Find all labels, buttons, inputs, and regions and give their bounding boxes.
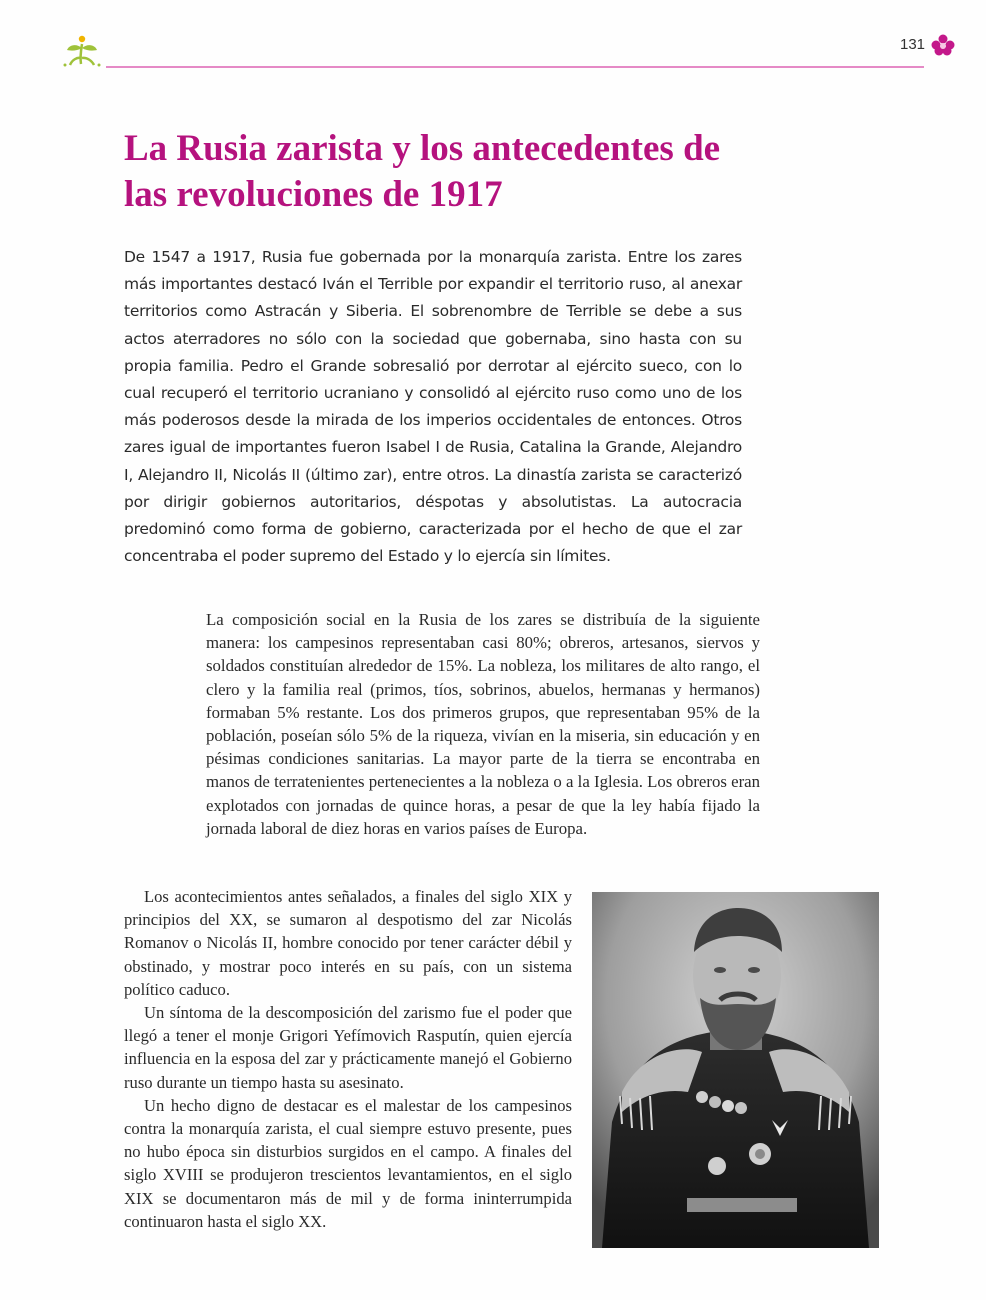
intro-paragraph: De 1547 a 1917, Rusia fue gobernada por la monarquía zarista. Entre los zares más importantes destacó Iván el Terrible por expandir el territorio ruso, al anexar territorios como Astracán y Siberia. El sobrenombre de Terrible se debe a sus actos aterradores no sólo con la sociedad que gobernaba, sino hasta con su propia familia. Pedro el Grande sobresalió por derrotar al ejército sueco, con lo cual recuperó el territorio ucraniano y consolidó al ejército ruso como uno de los más poderosos desde la mirada de los imperios occidentales de entonces. Otros zares igual de importantes fueron Isabel I de Rusia, Catalina la Grande, Alejandro I, Alejandro II, Nicolás II (último zar), entre otros. La dinastía zarista se caracterizó por dirigir gobiernos autoritarios, déspotas y absolutistas. La autocracia predominó como forma de gobierno, caracterizada por el hecho de que el zar concentraba el poder supremo del Estado y lo ejercía sin límites. [124, 248, 742, 566]
header-rule [106, 66, 924, 68]
page-number: 131 [900, 36, 926, 53]
figure-logo-icon [60, 34, 104, 72]
flower-ornament-icon [930, 34, 956, 56]
quote-paragraph: La composición social en la Rusia de los zares se distribuía de la siguiente manera: los campesinos representaban casi 80%; obreros, artesanos, siervos y soldados constituían alrededor de 15%. La nobleza, los militares de alto rango, el clero y la familia real (primos, tíos, sobrinos, abuelos, hermanas y hermanos) formaban 5% restante. Los dos primeros grupos, que representaban 95% de la población, poseían sólo 5% de la riqueza, vivían en la miseria, sin educación y en pésimas condiciones sanitarias. La mayor parte de la tierra se encontraba en manos de terratenientes pertenecientes a la nobleza o a la Iglesia. Los obreros eran explotados con jornadas de quince horas, a pesar de que la ley había fijado la jornada laboral de diez horas en varios países de Europa. [206, 610, 760, 838]
tsar-portrait-photo [592, 892, 879, 1248]
paragraph-rasputin: Un síntoma de la descomposición del zarismo fue el poder que llegó a tener el monje Grigori Yefímovich Rasputín, quien ejercía influencia en la esposa del zar y prácticamente manejó el Gobierno ruso durante un tiempo hasta su asesinato. [124, 1003, 572, 1092]
paragraph-peasants: Un hecho digno de destacar es el malestar de los campesinos contra la monarquía zarista, el cual siempre estuvo presente, pues no hubo época sin disturbios surgidos en el campo. A finales del siglo XVIII se produjeron trescientos levantamientos, en el siglo XIX se documentaron más de mil y de forma ininterrumpida continuaron hasta el siglo XX. [124, 1095, 572, 1231]
lower-text-column [124, 885, 572, 1233]
page-title: La Rusia zarista y los antecedentes de las revoluciones de 1917 [124, 128, 721, 215]
paragraph-nicolas: Los acontecimientos antes señalados, a finales del siglo XIX y principios del XX, se sumaron al despotismo del zar Nicolás Romanov o Nicolás II, hombre conocido por tener carácter débil y obstinado, y mostrar poco interés en su país, con un sistema político caduco. [124, 887, 572, 999]
